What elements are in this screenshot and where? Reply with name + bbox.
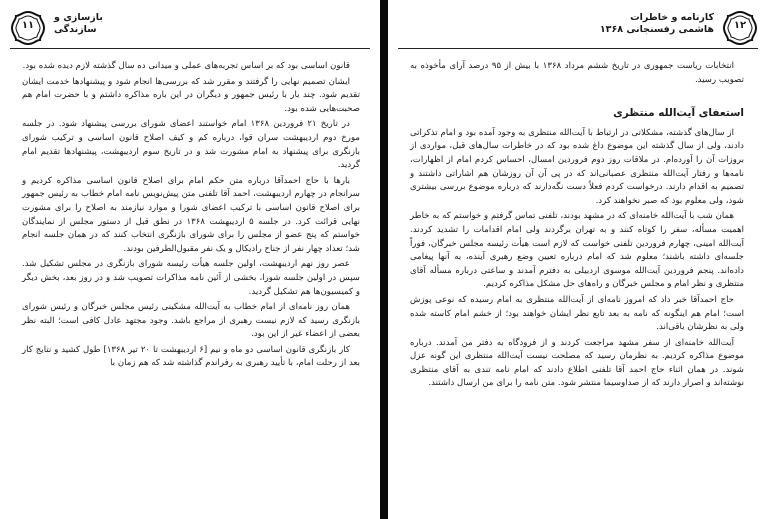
header-title-line: کارنامه و خاطرات [630, 12, 714, 23]
header-title-line: سازندگی [54, 24, 97, 35]
book-gutter [380, 0, 388, 519]
paragraph: ایشان تصمیم نهایی را گرفتند و مقرر شد که بررسی‌ها انجام شود و پیشنهادها خدمت ایشان تقدیم شود. چند بار با رئیس جمهور و دیگران در این باره مذاکره داشتم و با حضرت امام هم صحبت‌هایی شده بود. [22, 76, 360, 114]
paragraph: آیت‌الله خامنه‌ای از سفر مشهد مراجعت کردند و از فرودگاه به دفتر من آمدند. درباره موضوع مذاکره کردیم. به نظرمان رسید که مصلحت نیست آیت‌الله منتظری این گونه عزل شوند. در همان اثناء حاج احمد آقا تلفنی اطلاع دادند که امام نامه تندی به آقای منتظری نوشته‌اند و اصرار دارند که از صداوسیما منتشر شود. متن نامه را برای من ارسال داشتند. [410, 337, 744, 389]
left-page-header [10, 10, 370, 50]
intro-paragraph: انتخابات ریاست جمهوری در تاریخ ششم مرداد ۱۳۶۸ با بیش از ۹۵ درصد آرای مأخوذه به تصویب رسید. [410, 61, 744, 85]
running-header-title [54, 12, 103, 36]
paragraph: قانون اساسی بود که بر اساس تجربه‌های عملی و میدانی ده سال گذشته لازم دیده شده بود. [22, 61, 350, 71]
section-heading: استعفای آیت‌الله منتظری [613, 107, 744, 120]
paragraph: همان شب با آیت‌الله خامنه‌ای که در مشهد بودند، تلفنی تماس گرفتم و خواستم که به خاطر اهمیت مسأله، سفر را کوتاه کنند و به تهران برگردند ولی امام اقدامات را تشدید کردند. آیت‌الله امینی، چهارم فروردین تلفنی خواست که لازم است هیأت رئیسه مجلس خبرگان، فوراً جلسه‌ای داشته باشند؛ معلوم شد که امام درباره تعیین وضع رهبری آینده، به آنها پیغامی داده‌اند. پنجم فروردین آیت‌الله موسوی اردبیلی به دفترم آمدند و ساعتی درباره مسأله آقای منتظری و نظر امام و مجلس خبرگان و راه‌های حل مشکل مذاکره کردیم. [410, 211, 744, 290]
header-title-line: هاشمی رفسنجانی ۱۳۶۸ [599, 24, 714, 35]
left-page [0, 0, 380, 519]
header-rule [398, 48, 758, 49]
page-number-ornament [722, 10, 758, 46]
paragraph: حاج احمدآقا خبر داد که امروز نامه‌ای از آیت‌الله منتظری به امام رسیده که نوعی پوزش است؛ امام هم اینگونه که نامه به بعد تابع نظر ایشان خواهند بود؛ از خشم امام کاسته شده ولی به نظرشان باقی‌اند. [410, 294, 744, 333]
paragraph: در تاریخ ۲۱ فروردین ۱۳۶۸ امام خواستند اعضای شورای بررسی پیشنهاد شود. در جلسه مورخ دوم اردیبهشت سران قوا، درباره کم و کیف اصلاح قانون اساسی و ترکیب شورای بازنگری برای پیشنهاد به امام مشورت شد و در تاریخ سوم اردیبهشت، پیشنهادها تقدیم امام گردید. [22, 119, 360, 171]
page-number-ornament [10, 10, 46, 46]
header-rule [10, 48, 370, 49]
right-page-body [410, 60, 744, 393]
page-number: ۱۲ [733, 20, 747, 31]
paragraph: عصر روز نهم اردیبهشت، اولین جلسه هیأت رئیسه شورای بازنگری در مجلس تشکیل شد. سپس در اولین جلسه شورا، بخشی از آئین نامه مذاکرات تصویب شد و در روز بعد، بخش دیگر و کمیسیون‌ها هم تشکیل گردید. [22, 259, 360, 297]
page-number: ۱۱ [21, 20, 35, 31]
right-page-header [398, 10, 758, 50]
header-title-line: بازسازی و [54, 12, 103, 23]
left-page-body [22, 60, 360, 373]
paragraph: همان روز نامه‌ای از امام خطاب به آیت‌الله مشکینی رئیس مجلس خبرگان و رئیس شورای بازنگری رسید که لازم نیست رهبری از مراجع باشد. وجود مجتهد عادل کافی است؛ البته نظر بعضی از اعضاء غیر از این بود. [22, 302, 360, 340]
running-header-title [600, 12, 714, 36]
right-page [388, 0, 768, 519]
paragraph: از سال‌های گذشته، مشکلاتی در ارتباط با آیت‌الله منتظری به وجود آمده بود و امام تذکراتی دادند، ولی از سال گذشته این موضوع داغ شده بود که در خاطرات سال‌های قبل، مواردی از بروزات آن را آورده‌ام. در ملاقات روز دوم فروردین امسال، احساس کردم امام از اظهارات، نامه‌ها و رفتار آیت‌الله منتظری عصبانی‌اند که در پی آن آن روزشان هم اشاراتی داشتند و تصمیم به اقدام دارند. درخواست کردم فعلاً دست نگه‌دارند که درباره موضوع بررسی بیشتری شود، ولی معلوم بود که صبر نخواهند کرد. [410, 127, 744, 206]
paragraph: بارها با حاج احمدآقا درباره متن حکم امام برای اصلاح قانون اساسی مذاکره کردیم و سرانجام در چهارم اردیبهشت، احمد آقا تلفنی متن پیش‌نویس نامه امام خطاب به رئیس جمهور برای اصلاح قانون اساسی با ترکیب اعضای شورا و موارد نیازمند به اصلاح را برای مشورت نهایی قرائت کرد. در جلسه ۵ اردیبهشت ۱۳۶۸ در نطق قبل از دستور مجلس از نمایندگان خواستم که پنج عضو از مجلس را برای شورای بازنگری انتخاب کنند که در همان جلسه انجام شد؛ تعداد چهار نفر از جناح رادیکال و یک نفر مقبول‌الطرفین بودند. [22, 175, 360, 254]
paragraph: کار بازنگری قانون اساسی دو ماه و نیم [۶ اردیبهشت تا ۲۰ تیر ۱۳۶۸] طول کشید و نتایج کار بعد از رحلت امام، با تأیید رهبری به رفراندم گذاشته شد که هم زمان با [22, 344, 360, 369]
